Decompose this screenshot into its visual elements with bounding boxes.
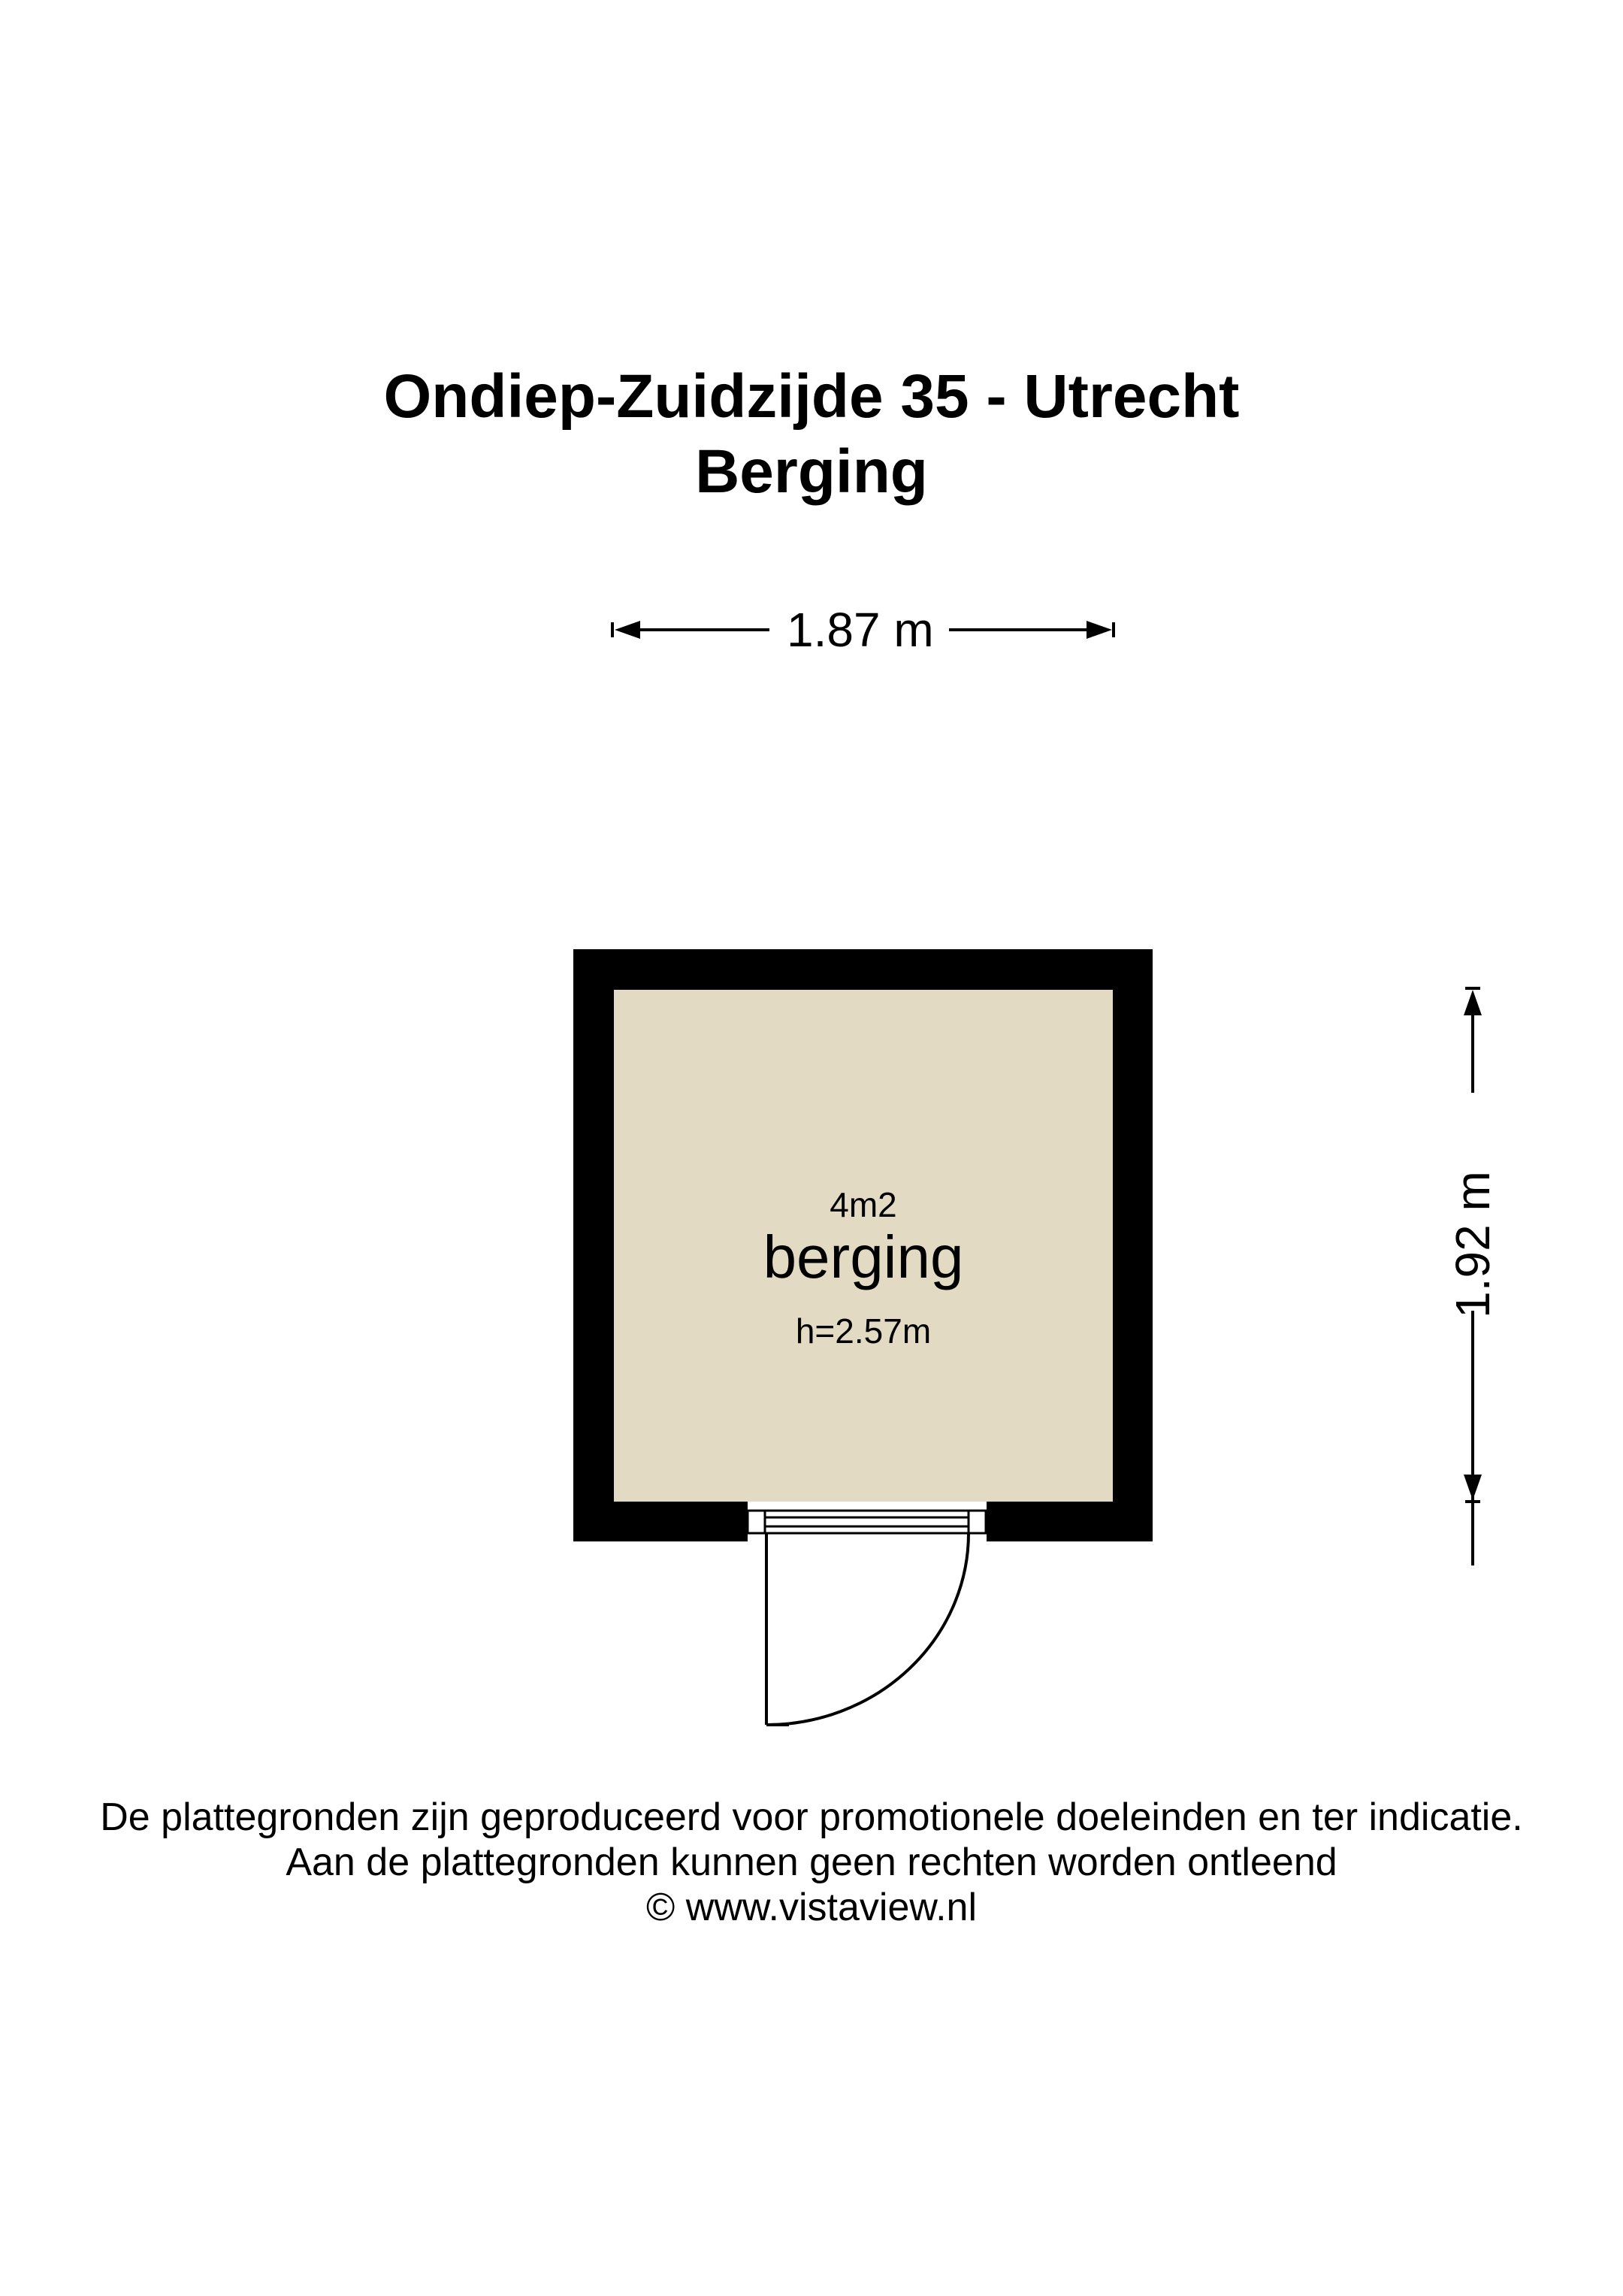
door-opening [748, 1502, 987, 1542]
address-title: Ondiep-Zuidzijde 35 - Utrecht [383, 362, 1240, 431]
door-swing [766, 1533, 969, 1725]
copyright-text: © www.vistaview.nl [646, 1886, 977, 1929]
floor-name-title: Berging [695, 437, 928, 506]
depth-dimension-label: 1.92 m [1446, 1171, 1500, 1318]
width-dimension-label: 1.87 m [787, 603, 934, 657]
disclaimer-line-2: Aan de plattegronden kunnen geen rechten worden ontleend [286, 1841, 1337, 1884]
room-height-label: h=2.57m [795, 1311, 932, 1351]
disclaimer-line-1: De plattegronden zijn geproduceerd voor promotionele doeleinden en ter indicatie. [100, 1795, 1523, 1839]
room-area-label: 4m2 [830, 1185, 897, 1224]
room-name-label: berging [763, 1224, 964, 1290]
